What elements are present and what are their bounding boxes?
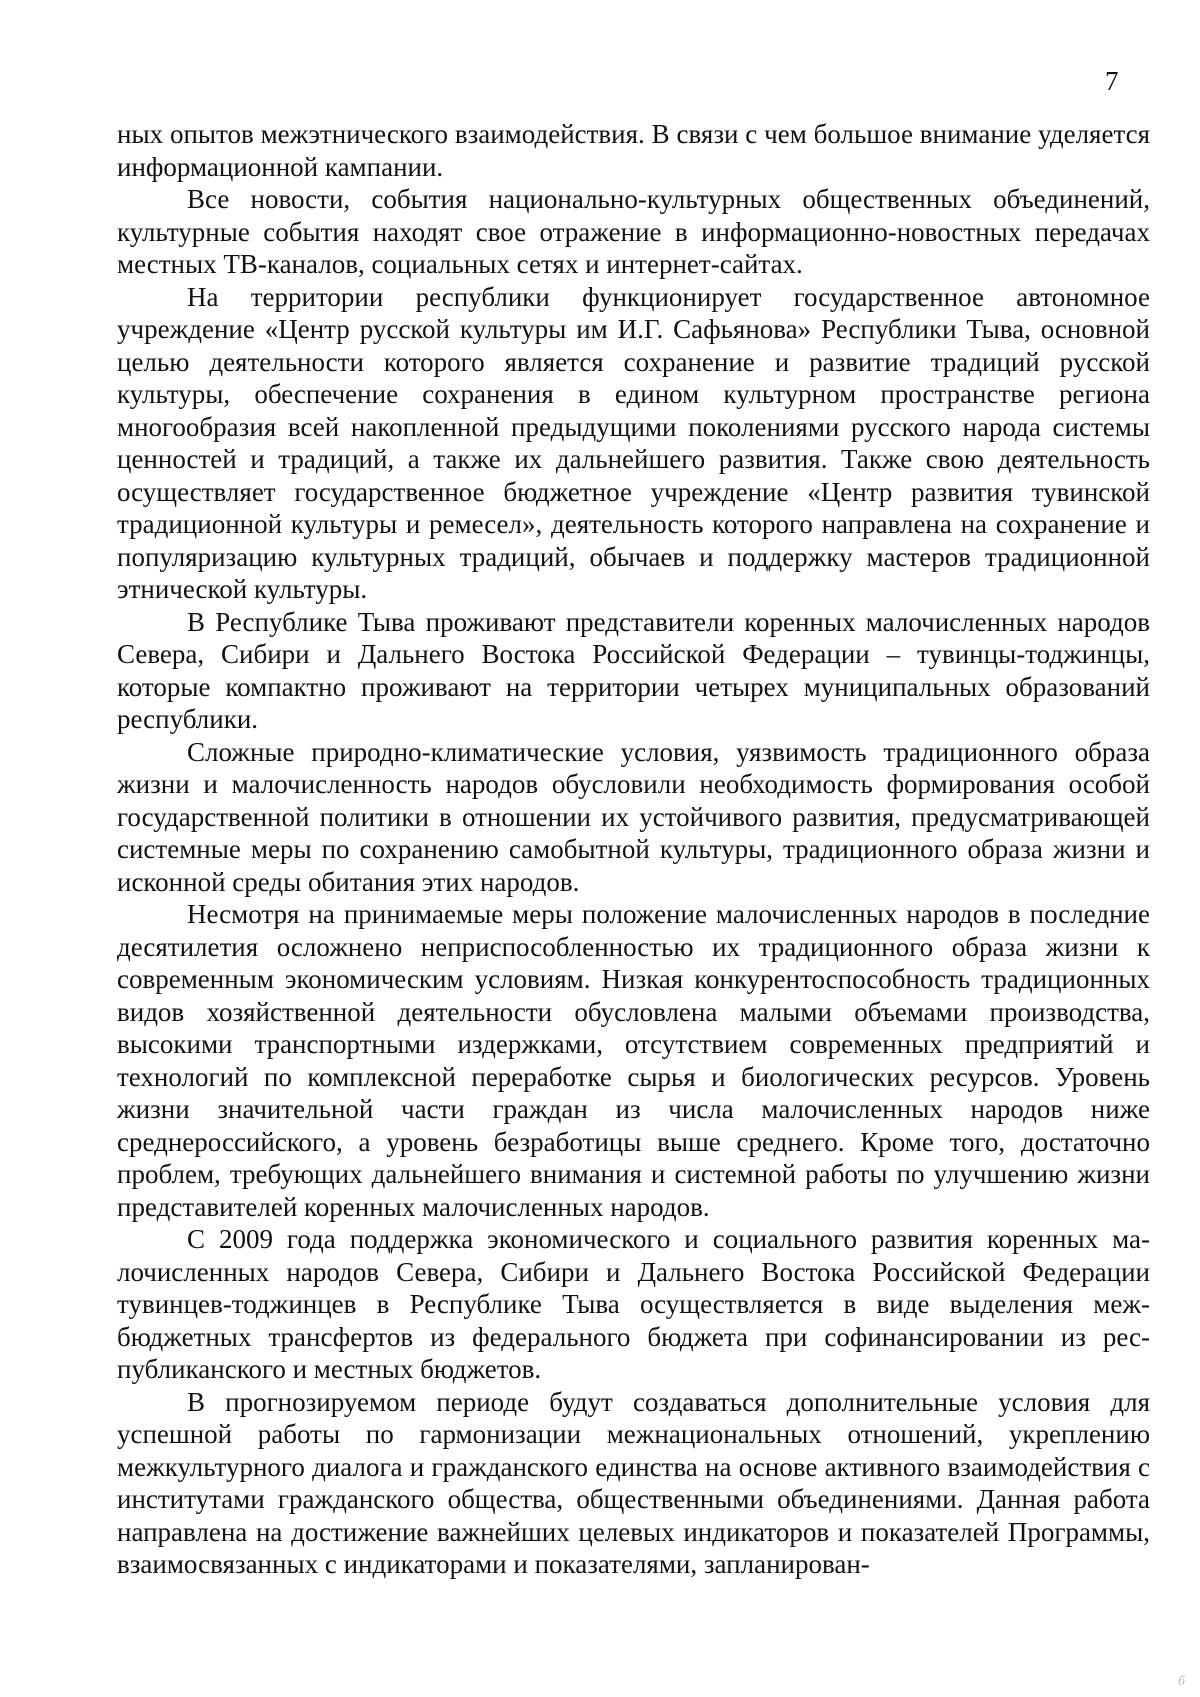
corner-mark: б [1178,1674,1186,1689]
paragraph-indigenous-peoples: В Республике Тыва проживают представители коренных малочисленных народов Севера, Сибири и Дальнего Востока Российской Федерации – тувинцы-тоджинцы, которые компактно проживают на территории четырех муниципальных образований республики. [117,606,1150,734]
paragraph-cultural-centers: На территории республики функционирует государственное автономное учреждение «Центр русской культуры им И.Г. Сафьянова» Республики Тыва, основной целью деятельности которого является сохранение и развитие традиций русской культуры, обеспечение сохранения в едином культурном пространстве региона многообразия всей накопленной предыдущими поколениями русского народа системы ценностей и традиций, а также их дальнейшего развития. Также свою деятельность осуществляет государственное бюджетное учреждение «Центр развития тувинской традиционной культуры и ремесел», деятельность которого направлена на сохранение и популяризацию культурных традиций, обычаев и поддержку мастеров традиционной этнической культуры. [117,281,1150,604]
paragraph-support-since-2009: С 2009 года поддержка экономического и социального развития коренных малочисленных народов Севера, Сибири и Дальнего Востока Российской Федерации тувинцев-тоджинцев в Республике Тыва осуществляется в виде выделения межбюджетных трансфертов из федерального бюджета при софинансировании из республиканского и местных бюджетов. [117,1224,1150,1384]
paragraph-forecast-period: В прогнозируемом периоде будут создаваться дополнительные условия для успешной работы по гармонизации межнациональных отношений, укреплению межкультурного диалога и гражданского единства на основе активного взаимодействия с институтами гражданского общества, общественными объединениями. Данная работа направлена на достижение важнейших целевых индикаторов и показателей Программы, взаимосвязанных с индикаторами и показателями, запланирован- [117,1386,1150,1579]
paragraph-state-policy: Сложные природно-климатические условия, уязвимость традиционного образа жизни и малочисленность народов обусловили необходимость формирования особой государственной политики в отношении их устойчивого развития, предусматривающей системные меры по сохранению самобытной культуры, традиционного образа жизни и исконной среды обитания этих народов. [117,736,1150,897]
paragraph-news: Все новости, события национально-культурных общественных объединений, культурные события находят свое отражение в информационно-новостных передачах местных ТВ-каналов, социальных сетях и интернет-сайтах. [117,184,1150,279]
paragraph-living-conditions: Несмотря на принимаемые меры положение малочисленных народов в последние десятилетия осложнено неприспособленностью их традиционного образа жизни к современным экономическим условиям. Низкая конкурентоспособность традиционных видов хозяйственной деятельности обусловлена малыми объемами производства, высокими транспортными издержками, отсутствием современных предприятий и технологий по комплексной переработке сырья и биологических ресурсов. Уровень жизни значительной части граждан из числа малочисленных народов ниже среднероссийского, а уровень безработицы выше среднего. Кроме того, достаточно проблем, требующих дальнейшего внимания и системной работы по улучшению жизни представителей коренных малочисленных народов. [117,899,1150,1222]
document-body [117,118,1150,1581]
paragraph-continuation: ных опытов межэтнического взаимодействия. В связи с чем большое внимание уделяется информационной кампании. [117,119,1150,182]
page-number: 7 [1105,66,1119,96]
